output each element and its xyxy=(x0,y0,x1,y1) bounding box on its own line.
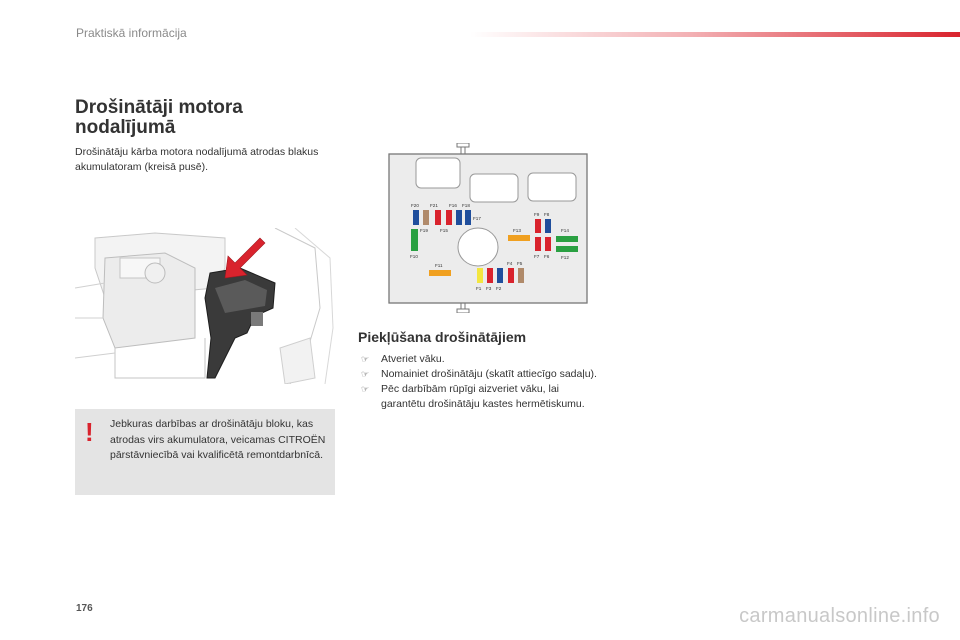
fuse-f12 xyxy=(556,246,578,252)
label-f18: F18 xyxy=(462,203,470,208)
label-f14: F14 xyxy=(561,228,569,233)
label-f20: F20 xyxy=(411,203,419,208)
pointing-hand-icon: ☞ xyxy=(361,369,370,379)
warning-text: Jebkuras darbības ar drošinātāju bloku, kas atrodas virs akumulatora, veicamas CITROËN pārstāvniecībā vai kvalificētā remontdarbnīcā. xyxy=(110,418,326,461)
fuse-f16-a xyxy=(435,210,441,225)
section-title: Piekļūšana drošinātājiem xyxy=(358,329,527,345)
label-f17: F17 xyxy=(473,216,481,221)
label-f8: F8 xyxy=(544,212,550,217)
label-f4: F4 xyxy=(507,261,513,266)
watermark: carmanualsonline.info xyxy=(739,605,940,627)
page-number: 176 xyxy=(76,603,93,614)
label-f6: F6 xyxy=(544,254,550,259)
label-f21: F21 xyxy=(430,203,438,208)
label-f10: F10 xyxy=(410,254,418,259)
page-title: Drošinātāji motora nodalījumā xyxy=(75,97,243,138)
fuse-f14 xyxy=(556,236,578,242)
fuse-f11 xyxy=(429,270,451,276)
intro-paragraph: Drošinātāju kārba motora nodalījumā atrodas blakus akumulatoram (kreisā pusē). xyxy=(75,146,319,173)
fuse-f2 xyxy=(497,268,503,283)
steps-list xyxy=(358,352,598,412)
exclamation-icon: ! xyxy=(85,417,94,447)
page-header-title: Praktiskā informācija xyxy=(76,26,187,40)
warning-notice xyxy=(75,409,335,495)
fuse-f6 xyxy=(545,237,551,251)
engine-compartment-illustration xyxy=(75,228,335,384)
label-f2: F2 xyxy=(496,286,502,291)
label-f19: F19 xyxy=(420,228,428,233)
fuse-f10 xyxy=(411,229,418,251)
fuse-f1 xyxy=(477,268,483,283)
fuse-f8 xyxy=(545,219,551,233)
pointing-hand-icon: ☞ xyxy=(361,354,370,364)
fuse-f3 xyxy=(487,268,493,283)
fuse-f20 xyxy=(413,210,419,225)
label-f1: F1 xyxy=(476,286,482,291)
list-item: ☞ Pēc darbībām rūpīgi aizveriet vāku, lai garantētu drošinātāju kastes hermētiskumu. xyxy=(361,383,585,410)
fuse-box-diagram xyxy=(388,143,590,313)
pointing-hand-icon: ☞ xyxy=(361,384,370,394)
fuse-f18-b xyxy=(465,210,471,225)
fuse-f16-b xyxy=(446,210,452,225)
fuse-f21 xyxy=(423,210,429,225)
label-f16: F16 xyxy=(449,203,457,208)
label-f12: F12 xyxy=(561,255,569,260)
label-f5: F5 xyxy=(517,261,523,266)
label-f13: F13 xyxy=(513,228,521,233)
list-item: ☞ Nomainiet drošinātāju (skatīt attiecīgo sadaļu). xyxy=(361,368,597,380)
list-item: ☞ Atveriet vāku. xyxy=(361,353,445,365)
label-f15: F15 xyxy=(440,228,448,233)
fuse-f13 xyxy=(508,235,530,241)
label-f7: F7 xyxy=(534,254,540,259)
fuse-f9 xyxy=(535,219,541,233)
fuse-f4 xyxy=(508,268,514,283)
header-accent-bar xyxy=(470,32,960,37)
label-f9: F9 xyxy=(534,212,540,217)
label-f3: F3 xyxy=(486,286,492,291)
label-f11: F11 xyxy=(435,263,443,268)
fuse-f5 xyxy=(518,268,524,283)
fuse-f7 xyxy=(535,237,541,251)
fuse-f18-a xyxy=(456,210,462,225)
